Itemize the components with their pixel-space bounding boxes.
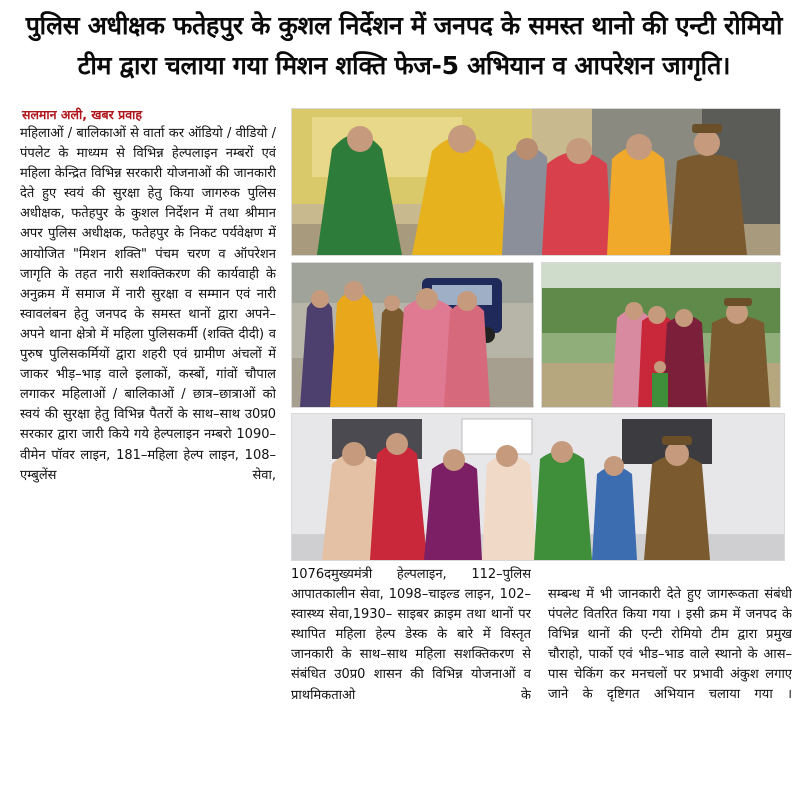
headline-line-1: पुलिस अधीक्षक फतेहपुर के कुशल निर्देशन में जनपद के समस्त थानो की एन्टी रोमियो [25,11,783,40]
byline: सलमान अली, खबर प्रवाह [22,107,143,122]
article-column-3: सम्बन्ध में भी जानकारी देते हुए जागरूकता संबंधी पंपलेट वितरित किया गया । इसी क्रम में जनपद के विभिन्न थानों की एन्टी रोमियो टीम द्वारा प्रमुख चौराहो, पार्को एवं भीड–भाड वाले स्थानो के आस–पास चेकिंग कर मनचलों पर प्रभावी अंकुश लगाए जाने के दृष्टिगत अभियान चलाया गया । [548,587,792,703]
photo-rural-outreach [541,262,781,408]
headline-line-2: टीम द्वारा चलाया गया मिशन शक्ति फेज-5 अभियान व आपरेशन जागृति। [77,51,731,80]
photo-1-graphic [292,109,780,255]
article-column-2: 1076दमुख्यमंत्री हेल्पलाइन, 112–पुलिस आपातकालीन सेवा, 1098–चाइल्ड लाइन, 102–स्वास्थ्य सेवा,1930– साइबर क्राइम तथा थानों पर स्थापित महिला हेल्प डेस्क के बारे में विस्तृत जानकारी के साथ–साथ महिला सशक्तिकरण से संबंधित उ0प्र0 शासन की विभिन्न योजनाओं व प्राथमिकताओ के [291,567,531,703]
photo-street-awareness-group [291,262,534,408]
headline [8,6,800,86]
photo-indoor-awareness-session [291,413,785,561]
photo-3-graphic [542,263,780,407]
photo-4-graphic [292,414,784,560]
photo-women-with-policewoman [291,108,781,256]
article-column-1: महिलाओं / बालिकाओं से वार्ता कर ऑडियो / वीडियो / पंपलेट के माध्यम से विभिन्न हेल्पलाइन नम्बरों एवं महिला केन्द्रित विभिन्न सरकारी योजनाओं की जानकारी देते हुए स्वयं की सुरक्षा हेतु किया जागरुक पुलिस अधीक्षक, फतेहपुर के कुशल निर्देशन में तथा श्रीमान अपर पुलिस अधीक्षक, फतेहपुर के निकट पर्यवेक्षण में आयोजित "मिशन शक्ति" पंचम चरण व ऑपरेशन जागृति के तहत नारी सशक्तिकरण की कार्यवाही के अनुक्रम में समाज में नारी सुरक्षा व सम्मान एवं नारी स्वावलंबन हेतु जनपद के समस्त थानों द्वारा अपने–अपने थाना क्षेत्रो में महिला पुलिसकर्मी (शक्ति दीदी) व पुरुष पुलिसकर्मियों द्वारा शहरी एवं ग्रामीण अंचलों में जाकर भीड़–भाड़ वाले इलाकों, कस्बों, गांवों चौपाल लगाकर महिलाओं / बालिकाओं / छात्र–छात्राओं को स्वयं की सुरक्षा हेतु विभिन्न पैतरों के साथ–साथ उ0प्र0 सरकार द्वारा जारी किये गये हेल्पलाइन नम्बरो 1090–वीमेन पॉवर लाइन, 181–महिला हेल्प लाइन, 108–एम्बुलेंस सेवा, [20,126,276,483]
photo-2-graphic [292,263,533,407]
